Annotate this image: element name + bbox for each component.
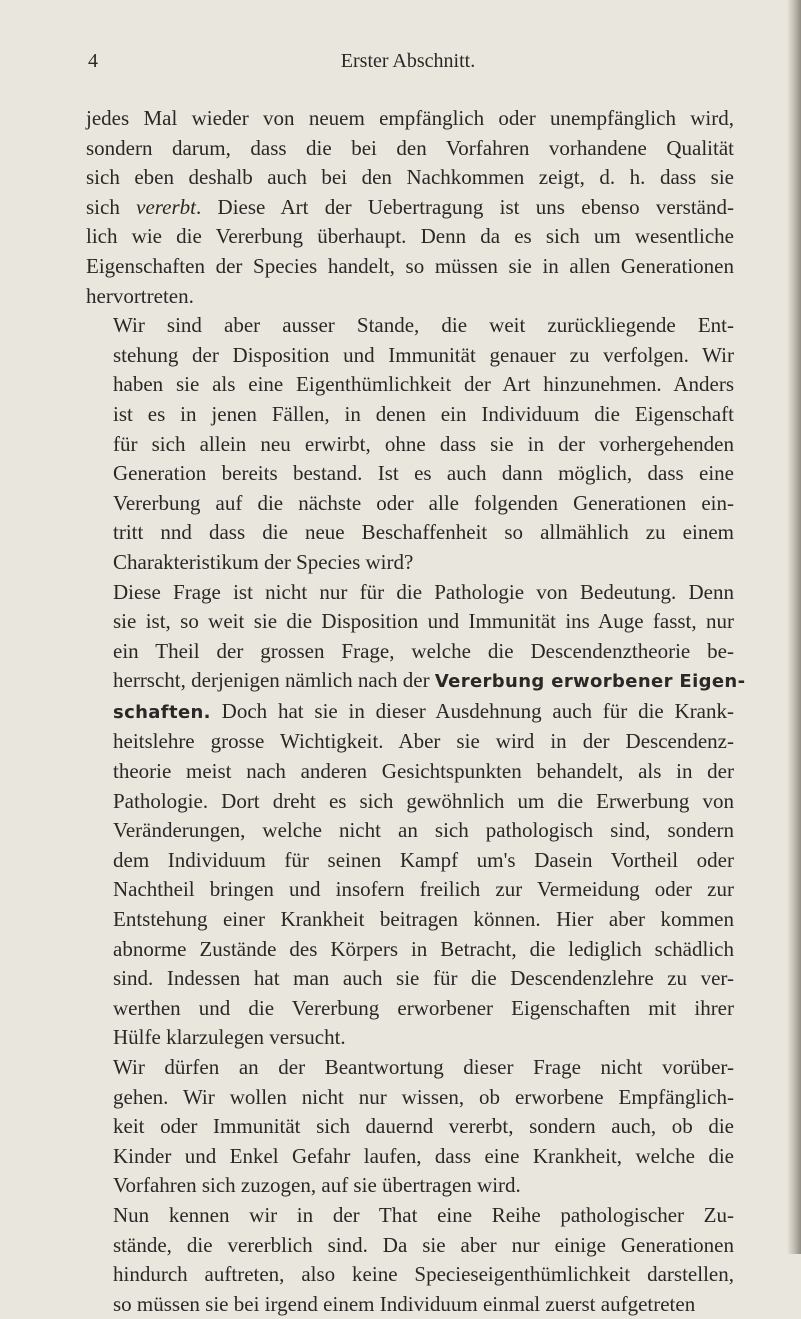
paragraph-1 [86,104,734,311]
text-line: sind. Indessen hat man auch sie für die Descendenzlehre zu ver- [113,966,734,991]
text-line: Eigenschaften der Species handelt, so müssen sie in allen Generationen [86,253,734,278]
paragraph-5 [86,1201,734,1319]
text-line: Entstehung einer Krankheit beitragen können. Hier aber kommen [113,907,734,932]
text-line: ein Theil der grossen Frage, welche die Descendenztheorie be- [113,638,734,663]
text-line: dem Individuum für seinen Kampf um's Dasein Vortheil oder [113,847,734,872]
text-line: keit oder Immunität sich dauernd vererbt, sondern auch, ob die [113,1114,734,1139]
text-line: Veränderungen, welche nicht an sich pathologisch sind, sondern [113,818,734,843]
text-line: Charakteristikum der Species wird? [113,549,414,574]
text-line: Hülfe klarzulegen versucht. [113,1025,346,1050]
text-line: jedes Mal wieder von neuem empfänglich oder unempfänglich wird, [86,106,734,130]
text-line: heitslehre grosse Wichtigkeit. Aber sie wird in der Descendenz- [113,729,734,754]
text-line: hindurch auftreten, also keine Specieseigenthümlichkeit darstellen, [113,1262,734,1287]
text-line: Wir sind aber ausser Stande, die weit zurückliegende Ent- [113,313,734,338]
text-line: stände, die vererblich sind. Da sie aber nur einige Generationen [113,1232,734,1257]
text-line: sich vererbt. Diese Art der Uebertragung ist uns ebenso verständ- [86,194,734,219]
text-line: haben sie als eine Eigenthümlichkeit der Art hinzunehmen. Anders [113,372,734,397]
text-line: schaften. Doch hat sie in dieser Ausdehnung auch für die Krank- [113,698,734,723]
text-line: Pathologie. Dort dreht es sich gewöhnlich um die Erwerbung von [113,788,734,813]
page-edge-shadow [787,0,801,1254]
paragraph-2 [86,311,734,577]
text-line: tritt nnd dass die neue Beschaffenheit so allmählich zu einem [113,520,734,545]
text-line: Wir dürfen an der Beantwortung dieser Frage nicht vorüber- [113,1055,734,1079]
text-line: Generation bereits bestand. Ist es auch dann möglich, dass eine [113,461,734,486]
text-line: Vorfahren sich zuzogen, auf sie übertragen wird. [113,1173,521,1198]
text-line: sie ist, so weit sie die Disposition und Immunität ins Auge fasst, nur [113,609,734,634]
text-line: Diese Frage ist nicht nur für die Pathologie von Bedeutung. Denn [113,579,734,604]
text-line: gehen. Wir wollen nicht nur wissen, ob erworbene Empfänglich- [113,1084,734,1109]
text-line: so müssen sie bei irgend einem Individuum einmal zuerst aufgetreten [113,1291,696,1316]
text-line: Vererbung auf die nächste oder alle folgenden Generationen ein- [113,490,734,515]
text-line: Nachtheil bringen und insofern freilich zur Vermeidung oder zur [113,877,734,902]
text-line: lich wie die Vererbung überhaupt. Denn da es sich um wesentliche [86,224,734,249]
page-header [88,50,728,78]
text-line: theorie meist nach anderen Gesichtspunkten behandelt, als in der [113,759,734,784]
text-line: hervortreten. [86,283,194,308]
body-text [86,104,746,1319]
paragraph-4 [86,1053,734,1201]
running-head: Erster Abschnitt. [340,50,476,72]
text-line: abnorme Zustände des Körpers in Betracht, die lediglich schädlich [113,936,734,961]
text-line: Nun kennen wir in der That eine Reihe pathologischer Zu- [113,1202,734,1227]
text-line: für sich allein neu erwirbt, ohne dass sie in der vorhergehenden [113,431,734,456]
text-line: sondern darum, dass die bei den Vorfahren vorhandene Qualität [86,135,734,160]
text-line: Kinder und Enkel Gefahr laufen, dass eine Krankheit, welche die [113,1143,734,1168]
text-line: sich eben deshalb auch bei den Nachkommen zeigt, d. h. dass sie [86,165,734,190]
text-line: ist es in jenen Fällen, in denen ein Individuum die Eigenschaft [113,401,734,426]
page-number: 4 [88,50,98,72]
text-line: herrscht, derjenigen nämlich nach der Vererbung erworbener Eigen- [113,668,746,693]
paragraph-3 [86,578,746,1054]
text-line: stehung der Disposition und Immunität genauer zu verfolgen. Wir [113,342,734,367]
text-line: werthen und die Vererbung erworbener Eigenschaften mit ihrer [113,995,734,1020]
